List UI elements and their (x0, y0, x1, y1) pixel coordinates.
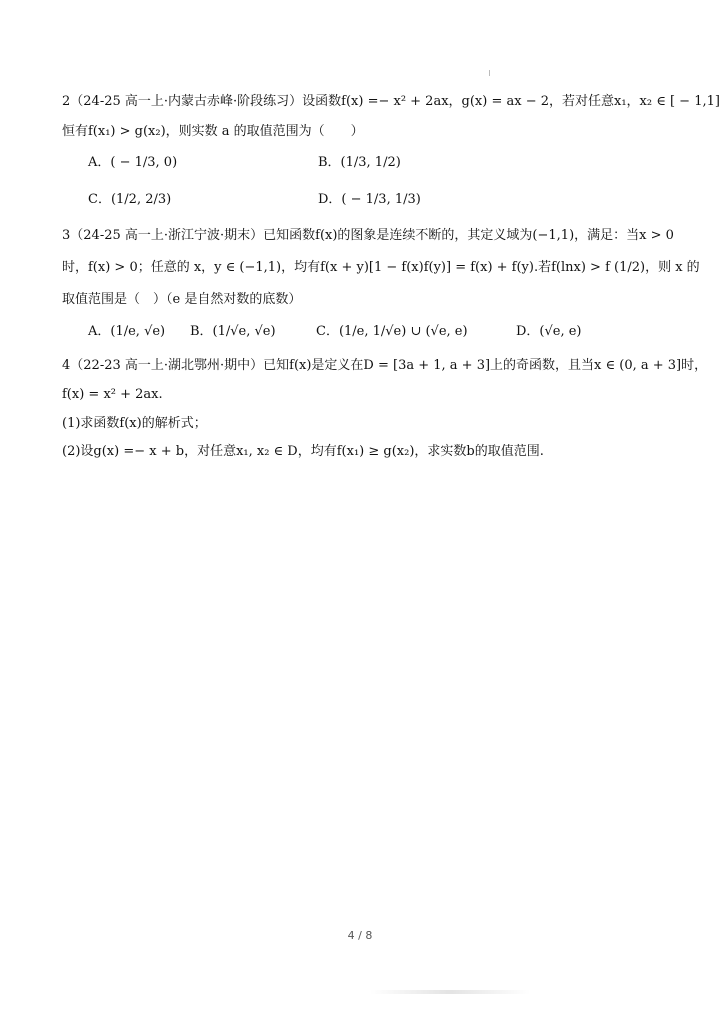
q2-option-d: D．( − 1/3, 1/3) (318, 192, 421, 207)
q4-part-2: (2)设g(x) =− x + b，对任意x₁, x₂ ∈ D，均有f(x₁) ≥ g(x₂)，求实数b的取值范围. (62, 444, 544, 459)
q3-option-d: D．(√e, e) (516, 324, 582, 339)
q4-line-1: 4（22-23 高一上·湖北鄂州·期中）已知f(x)是定义在D = [3a + 1, a + 3]上的奇函数，且当x ∈ (0, a + 3]时， (62, 358, 708, 373)
q4-line-2: f(x) = x² + 2ax. (62, 387, 163, 402)
q3-line-3: 取值范围是（ ）（e 是自然对数的底数） (62, 292, 302, 307)
scan-mark (489, 70, 490, 76)
scan-smudge (370, 990, 530, 994)
q2-option-c: C．(1/2, 2/3) (88, 192, 172, 207)
q3-line-2: 时，f(x) > 0；任意的 x，y ∈ (−1,1)，均有f(x + y)[1 − f(x)f(y)] = f(x) + f(y).若f(lnx) > f (1/2)，则 x 的 (62, 260, 700, 275)
q3-option-c: C．(1/e, 1/√e) ∪ (√e, e) (316, 324, 468, 339)
q2-option-a: A．( − 1/3, 0) (88, 155, 178, 170)
q3-line-1: 3（24-25 高一上·浙江宁波·期末）已知函数f(x)的图象是连续不断的，其定义域为(−1,1)，满足：当x > 0 (62, 228, 674, 243)
q2-option-b: B．(1/3, 1/2) (318, 155, 401, 170)
page-number: 4 / 8 (347, 929, 373, 942)
q2-line-2: 恒有f(x₁) > g(x₂)，则实数 a 的取值范围为（ ） (62, 124, 364, 139)
q3-option-a: A．(1/e, √e) (88, 324, 166, 339)
q3-option-b: B．(1/√e, √e) (190, 324, 276, 339)
q2-line-1: 2（24-25 高一上·内蒙古赤峰·阶段练习）设函数f(x) =− x² + 2ax，g(x) = ax − 2，若对任意x₁，x₂ ∈ [ − 1,1] (62, 94, 720, 109)
q4-part-1: (1)求函数f(x)的解析式； (62, 416, 207, 431)
